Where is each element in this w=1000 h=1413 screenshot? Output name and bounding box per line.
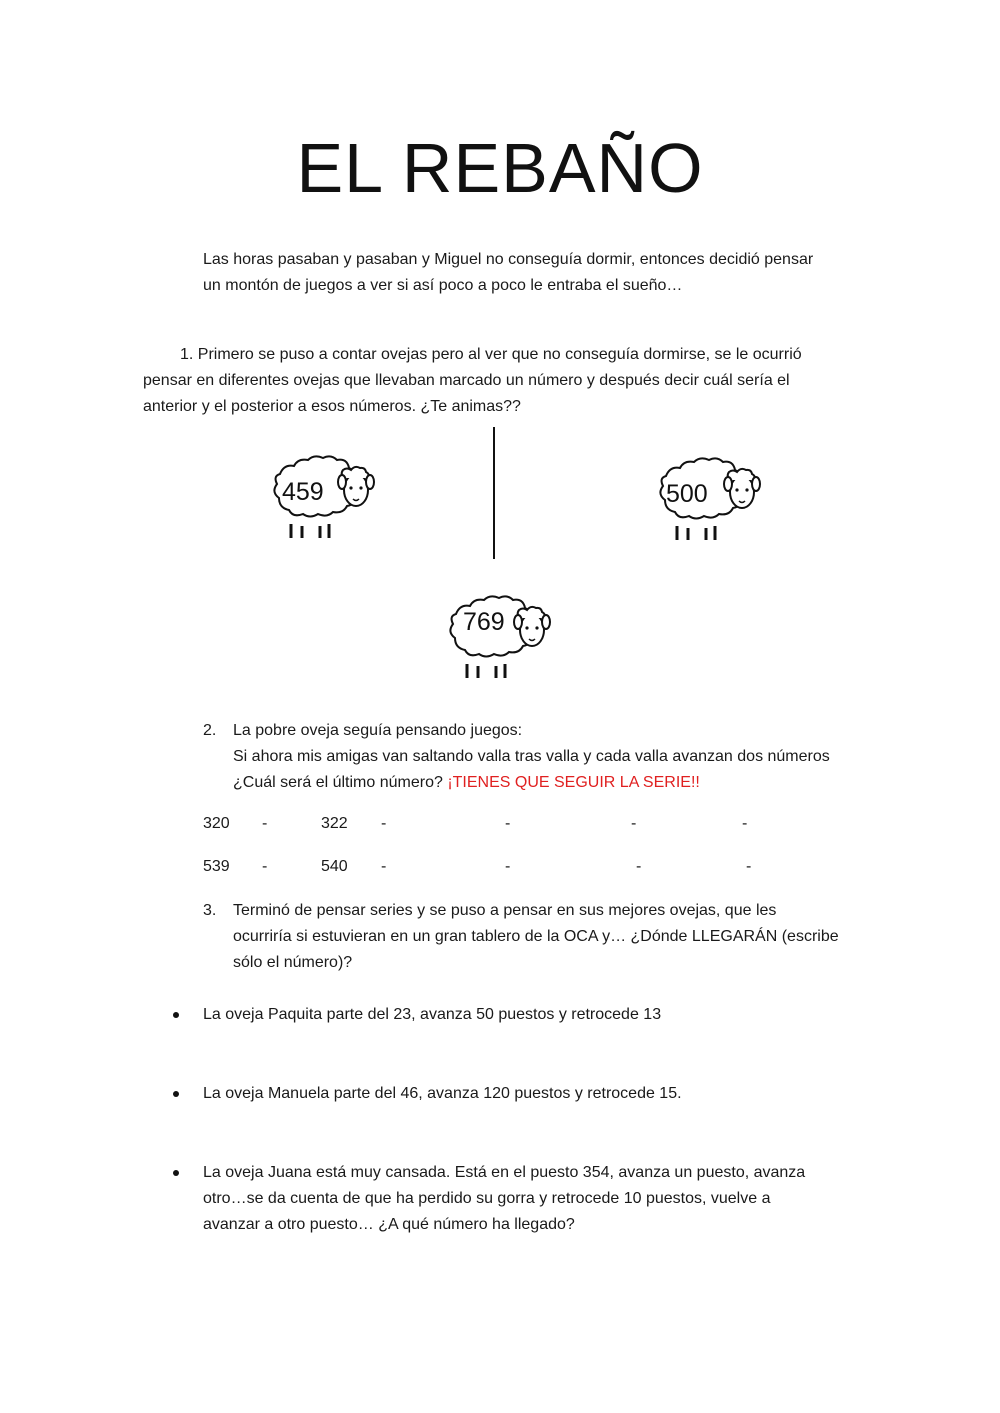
page-title: EL REBAÑO xyxy=(296,129,704,207)
series-value: 322 xyxy=(321,815,348,832)
series-dash: - xyxy=(631,815,637,832)
series-dash: - xyxy=(262,858,268,875)
intro-paragraph xyxy=(203,247,903,299)
sheep-number: 500 xyxy=(666,480,708,508)
exercise-3-number: 3. xyxy=(203,902,217,919)
exercise-3-line: sólo el número)? xyxy=(233,954,353,971)
series-dash: - xyxy=(742,815,748,832)
exercise-3-line: Terminó de pensar series y se puso a pensar en sus mejores ovejas, que les xyxy=(233,902,777,919)
bullet-item xyxy=(203,1160,923,1238)
sheep-459 xyxy=(262,454,382,544)
series-instruction-highlight: ¡TIENES QUE SEGUIR LA SERIE!! xyxy=(447,774,700,791)
bullet-line: La oveja Juana está muy cansada. Está en el puesto 354, avanza un puesto, avanza xyxy=(203,1164,806,1181)
bullet-item: La oveja Manuela parte del 46, avanza 120 puestos y retrocede 15. xyxy=(203,1085,682,1102)
exercise-2-text xyxy=(203,718,923,796)
exercise-1-line: anterior y el posterior a esos números. ¿Te animas?? xyxy=(143,398,521,415)
series-dash: - xyxy=(381,815,387,832)
vertical-divider xyxy=(493,427,495,559)
bullet-icon xyxy=(173,1012,179,1018)
bullet-line: otro…se da cuenta de que ha perdido su gorra y retrocede 10 puestos, vuelve a xyxy=(203,1190,771,1207)
bullet-line: avanzar a otro puesto… ¿A qué número ha llegado? xyxy=(203,1216,575,1233)
exercise-2-number: 2. xyxy=(203,722,217,739)
exercise-1-line: 1. Primero se puso a contar ovejas pero al ver que no conseguía dormirse, se le ocurrió xyxy=(180,346,802,363)
intro-line: Las horas pasaban y pasaban y Miguel no conseguía dormir, entonces decidió pensar xyxy=(203,251,814,268)
series-dash: - xyxy=(262,815,268,832)
series-value: 540 xyxy=(321,858,348,875)
exercise-1-text xyxy=(143,342,903,420)
sheep-769 xyxy=(438,594,558,684)
series-dash: - xyxy=(505,858,511,875)
series-dash: - xyxy=(505,815,511,832)
bullet-icon xyxy=(173,1091,179,1097)
sheep-number: 769 xyxy=(463,608,505,636)
series-value: 539 xyxy=(203,858,230,875)
intro-line: un montón de juegos a ver si así poco a poco le entraba el sueño… xyxy=(203,277,683,294)
exercise-2-line: La pobre oveja seguía pensando juegos: xyxy=(233,722,523,739)
bullet-icon xyxy=(173,1170,179,1176)
exercise-3-line: ocurriría si estuvieran en un gran tablero de la OCA y… ¿Dónde LLEGARÁN (escribe xyxy=(233,928,839,945)
series-row xyxy=(0,858,1000,880)
sheep-number: 459 xyxy=(282,478,324,506)
exercise-2-line: ¿Cuál será el último número? xyxy=(233,774,443,791)
exercise-2-line: Si ahora mis amigas van saltando valla tras valla y cada valla avanzan dos números xyxy=(233,748,830,765)
series-dash: - xyxy=(746,858,752,875)
series-row xyxy=(0,815,1000,837)
series-dash: - xyxy=(636,858,642,875)
exercise-1-line: pensar en diferentes ovejas que llevaban marcado un número y después decir cuál sería el xyxy=(143,372,790,389)
series-dash: - xyxy=(381,858,387,875)
bullet-item: La oveja Paquita parte del 23, avanza 50 puestos y retrocede 13 xyxy=(203,1006,662,1023)
exercise-3-text xyxy=(203,898,923,976)
series-value: 320 xyxy=(203,815,230,832)
sheep-500 xyxy=(648,456,768,546)
